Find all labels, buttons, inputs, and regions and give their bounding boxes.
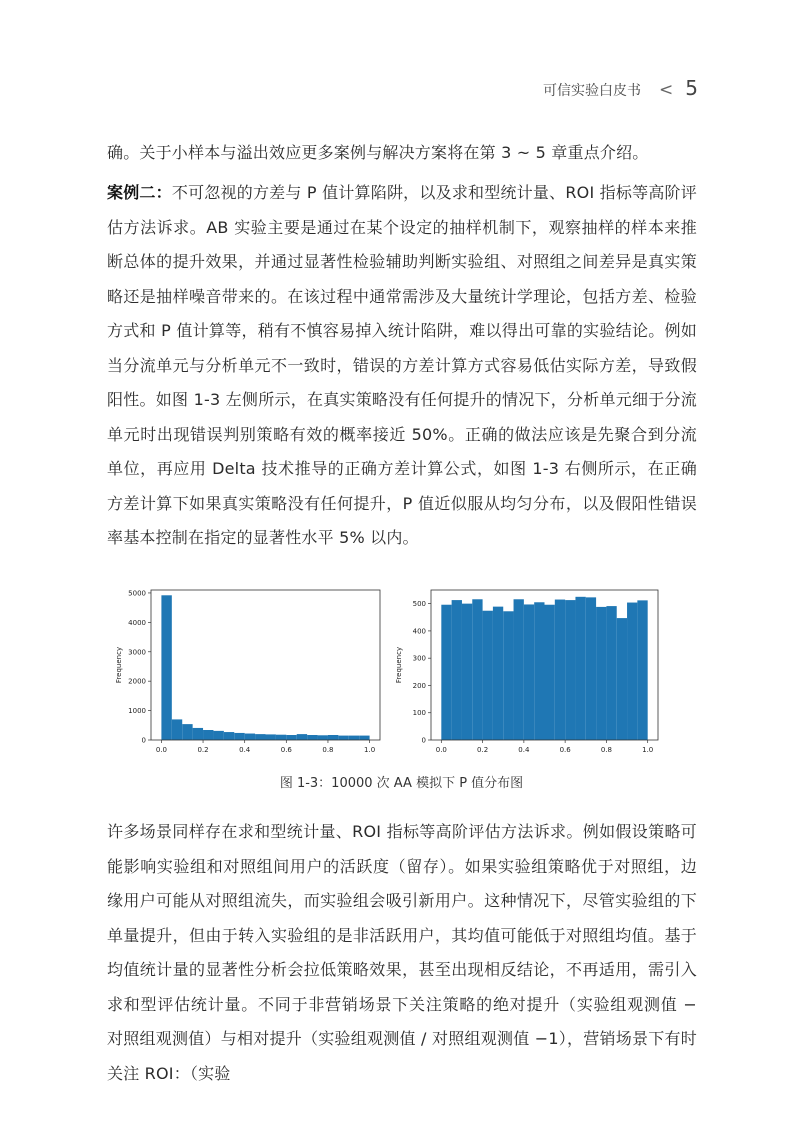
histogram-bar bbox=[318, 735, 328, 740]
x-tick-label: 0.8 bbox=[600, 746, 612, 754]
y-tick-label: 5000 bbox=[128, 589, 146, 598]
histogram-bar bbox=[338, 736, 348, 740]
paragraph-1: 确。关于小样本与溢出效应更多案例与解决方案将在第 3 ~ 5 章重点介绍。 bbox=[107, 143, 649, 162]
histogram-bar bbox=[493, 607, 503, 740]
x-tick-label: 0.2 bbox=[197, 746, 209, 754]
x-tick-label: 0.0 bbox=[155, 746, 167, 754]
y-tick-label: 500 bbox=[412, 600, 426, 609]
y-tick-label: 400 bbox=[412, 627, 426, 636]
histogram-bar bbox=[276, 735, 286, 740]
histogram-bar bbox=[617, 618, 627, 740]
y-tick-label: 2000 bbox=[128, 677, 146, 686]
x-tick-label: 1.0 bbox=[364, 746, 376, 754]
book-title: 可信实验白皮书 bbox=[543, 83, 642, 99]
histogram-bar bbox=[637, 600, 647, 740]
plot-frame bbox=[151, 590, 380, 740]
y-tick-label: 200 bbox=[412, 681, 426, 690]
histogram-bar bbox=[534, 602, 544, 740]
case-two-body: 不可忽视的方差与 P 值计算陷阱，以及求和型统计量、ROI 指标等高阶评估方法诉求。AB 实验主要是通过在某个设定的抽样机制下，观察抽样的样本来推断总体的提升效果，并通过显著性检验辅助判断实验组、对照组之间差异是真实策略还是抽样噪音带来的。在该过程中通常需涉及大量统计学理论，包括方差、检验方式和 P 值计算等，稍有不慎容易掉入统计陷阱，难以得出可靠的实验结论。例如当分流单元与分析单元不一致时，错误的方差计算方式容易低估实际方差，导致假阳性。如图 1-3 左侧所示，在真实策略没有任何提升的情况下，分析单元细于分流单元时出现错误判别策略有效的概率接近 50%。正确的做法应该是先聚合到分流单位，再应用 Delta 技术推导的正确方差计算公式，如图 1-3 右侧所示，在正确方差计算下如果真实策略没有任何提升，P 值近似服从均匀分布，以及假阳性错误率基本控制在指定的显著性水平 5% 以内。 bbox=[107, 183, 697, 547]
histogram-bar bbox=[161, 595, 171, 740]
x-tick-label: 0.6 bbox=[559, 746, 571, 754]
histogram-bar bbox=[359, 736, 369, 740]
y-tick-label: 1000 bbox=[128, 707, 146, 716]
y-tick-label: 4000 bbox=[128, 618, 146, 627]
x-tick-label: 0.4 bbox=[239, 746, 251, 754]
histogram-bar bbox=[328, 735, 338, 740]
y-axis-label: Frequency bbox=[395, 646, 403, 684]
histogram-bar bbox=[565, 600, 575, 740]
histogram-bar bbox=[555, 600, 565, 740]
histogram-bar bbox=[596, 607, 606, 740]
x-tick-label: 0.6 bbox=[280, 746, 292, 754]
histogram-bar bbox=[349, 736, 359, 740]
pvalue-histogram-left bbox=[104, 580, 389, 758]
paragraph-case-two bbox=[107, 176, 697, 556]
histogram-bar bbox=[575, 597, 585, 740]
histogram-bar bbox=[441, 605, 451, 740]
pvalue-histogram-right bbox=[396, 580, 666, 758]
histogram-bar bbox=[234, 733, 244, 740]
histogram-bar bbox=[255, 734, 265, 740]
histogram-bar bbox=[586, 597, 596, 740]
y-tick-label: 300 bbox=[412, 654, 426, 663]
y-tick-label: 100 bbox=[412, 709, 426, 718]
histogram-bar bbox=[545, 605, 555, 740]
histogram-bar bbox=[297, 734, 307, 740]
y-tick-label: 0 bbox=[141, 736, 146, 745]
histogram-bar bbox=[452, 600, 462, 740]
header-separator: < bbox=[659, 80, 674, 100]
histogram-bar bbox=[286, 735, 296, 740]
histogram-bar bbox=[524, 604, 534, 740]
histogram-bar bbox=[627, 603, 637, 740]
histogram-bar bbox=[514, 599, 524, 740]
histogram-bar bbox=[472, 599, 482, 740]
page-number: 5 bbox=[685, 76, 698, 100]
histogram-bar bbox=[224, 732, 234, 740]
histogram-bar bbox=[193, 728, 203, 740]
x-tick-label: 1.0 bbox=[642, 746, 654, 754]
histogram-bar bbox=[606, 606, 616, 740]
running-header bbox=[543, 76, 698, 100]
x-tick-label: 0.8 bbox=[322, 746, 334, 754]
histogram-bar bbox=[172, 719, 182, 740]
paragraph-3: 许多场景同样存在求和型统计量、ROI 指标等高阶评估方法诉求。例如假设策略可能影响实验组和对照组间用户的活跃度（留存）。如果实验组策略优于对照组，边缘用户可能从对照组流失，而实验组会吸引新用户。这种情况下，尽管实验组的下单量提升，但由于转入实验组的是非活跃用户，其均值可能低于对照组均值。基于均值统计量的显著性分析会拉低策略效果，甚至出现相反结论，不再适用，需引入求和型评估统计量。不同于非营销场景下关注策略的绝对提升（实验组观测值 − 对照组观测值）与相对提升（实验组观测值 / 对照组观测值 −1），营销场景下有时关注 ROI：（实验 bbox=[107, 822, 697, 1083]
histogram-bar bbox=[503, 611, 513, 740]
y-axis-label: Frequency bbox=[115, 646, 123, 684]
x-tick-label: 0.2 bbox=[477, 746, 489, 754]
histogram-bar bbox=[213, 731, 223, 740]
x-tick-label: 0.0 bbox=[435, 746, 447, 754]
histogram-bar bbox=[307, 735, 317, 740]
histogram-bar bbox=[182, 724, 192, 740]
histogram-bar bbox=[462, 604, 472, 740]
y-tick-label: 0 bbox=[421, 736, 426, 745]
histogram-bar bbox=[266, 734, 276, 740]
figure-caption: 图 1-3：10000 次 AA 模拟下 P 值分布图 bbox=[279, 776, 524, 791]
case-two-heading: 案例二： bbox=[107, 183, 172, 202]
histogram-bar bbox=[203, 730, 213, 740]
histogram-bar bbox=[245, 734, 255, 740]
y-tick-label: 3000 bbox=[128, 648, 146, 657]
histogram-bar bbox=[483, 611, 493, 740]
x-tick-label: 0.4 bbox=[518, 746, 530, 754]
